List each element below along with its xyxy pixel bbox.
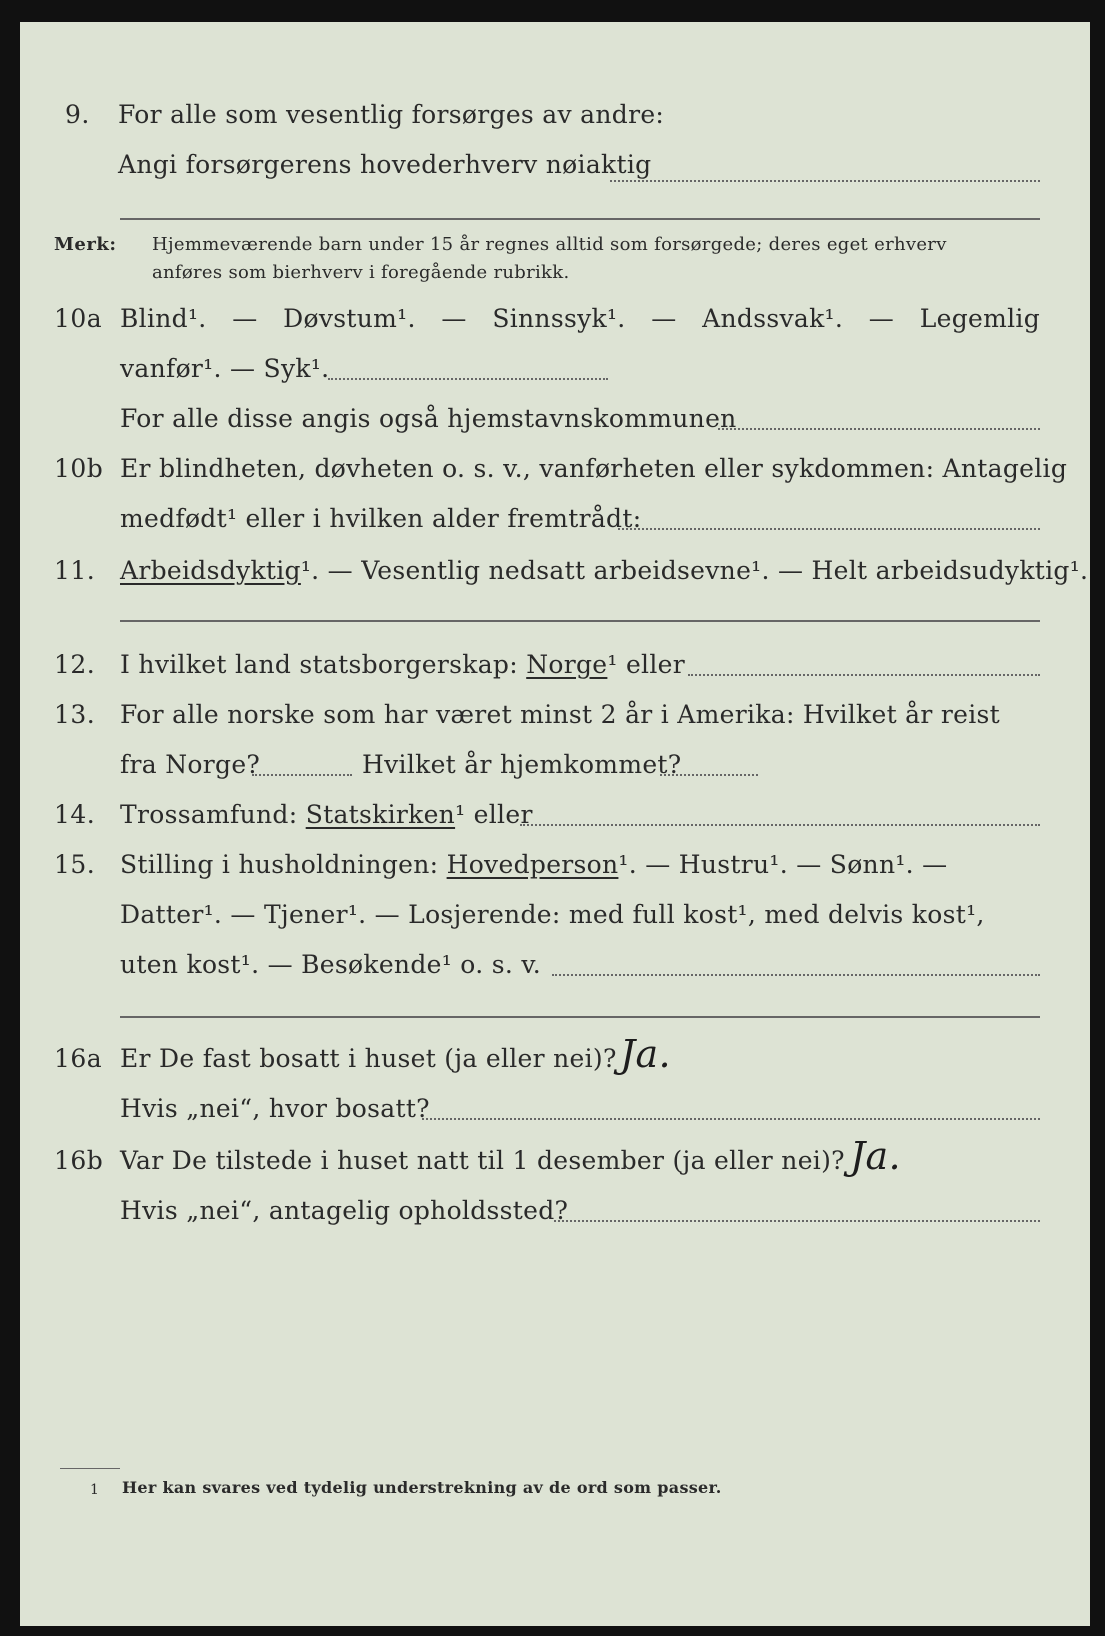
q15-extra-line[interactable] xyxy=(120,1016,1040,1018)
q10a-word: — xyxy=(868,304,895,333)
q10b-answer-line[interactable] xyxy=(618,528,1040,530)
q14-label: Trossamfund: xyxy=(120,800,298,829)
q15-rest: ¹. — Hustru¹. — Sønn¹. — xyxy=(618,850,948,879)
q10b-row xyxy=(20,454,1090,498)
q14-option-underlined[interactable]: Statskirken xyxy=(305,800,456,829)
q10a-row xyxy=(20,304,1090,348)
q12-label: I hvilket land statsborgerskap: xyxy=(120,650,518,679)
q13-line2b: Hvilket år hjemkommet? xyxy=(362,750,682,779)
q16b-line2: Hvis „nei“, antagelig opholdssted? xyxy=(120,1196,569,1225)
q12-option-underlined[interactable]: Norge xyxy=(526,650,608,679)
q14-number: 14. xyxy=(54,800,96,829)
merk-label: Merk: xyxy=(54,234,117,255)
q16a-line1: Er De fast bosatt i huset (ja eller nei)? xyxy=(120,1044,617,1073)
q10b-row2 xyxy=(20,504,1090,548)
q15-option-underlined[interactable]: Hovedperson xyxy=(446,850,619,879)
q9-row xyxy=(20,100,1090,144)
q10a-word: — xyxy=(441,304,467,333)
q16a-answer-line[interactable] xyxy=(422,1118,1040,1120)
q16a-handwritten-answer[interactable]: Ja. xyxy=(620,1032,671,1076)
q14-row xyxy=(20,800,1090,844)
q14-text xyxy=(120,800,533,829)
q13-line2a: fra Norge? xyxy=(120,750,261,779)
q15-number: 15. xyxy=(54,850,96,879)
footnote-mark: 1 xyxy=(90,1482,100,1498)
q11-option-underlined[interactable]: Arbeidsdyktig xyxy=(120,556,301,585)
q10a-word: Andssvak¹. xyxy=(702,304,844,333)
q15-line3: uten kost¹. — Besøkende¹ o. s. v. xyxy=(120,950,542,979)
q15-row3 xyxy=(20,950,1090,994)
q9-line1: For alle som vesentlig forsørges av andre: xyxy=(118,100,665,129)
q13-row2 xyxy=(20,750,1090,794)
q10a-line1 xyxy=(120,304,1040,333)
q12-number: 12. xyxy=(54,650,96,679)
q13-number: 13. xyxy=(54,700,96,729)
q11-number: 11. xyxy=(54,556,96,585)
q15-row2 xyxy=(20,900,1090,944)
q12-row xyxy=(20,650,1090,694)
q15-line1 xyxy=(120,850,947,879)
q10b-number: 10b xyxy=(54,454,104,483)
q12-answer-line[interactable] xyxy=(688,674,1040,676)
q16b-row2 xyxy=(20,1196,1090,1240)
q16b-line1: Var De tilstede i huset natt til 1 desember (ja eller nei)? xyxy=(120,1146,845,1175)
q12-text xyxy=(120,650,685,679)
q11-row xyxy=(20,556,1090,600)
q16b-handwritten-answer[interactable]: Ja. xyxy=(850,1134,901,1178)
q13-emigrated-year-line[interactable] xyxy=(252,774,352,776)
q10a-word: — xyxy=(232,304,258,333)
q10a-line2: vanfør¹. — Syk¹. xyxy=(120,354,330,383)
q10a-line3: For alle disse angis også hjemstavnskommunen xyxy=(120,404,737,433)
q9-line2: Angi forsørgerens hovederhverv nøiaktig xyxy=(118,150,652,179)
q13-line1: For alle norske som har været minst 2 år i Amerika: Hvilket år reist xyxy=(120,700,1001,729)
q16a-row xyxy=(20,1032,1090,1088)
q12-rest: ¹ eller xyxy=(607,650,685,679)
q10a-answer-line[interactable] xyxy=(328,378,608,380)
footnote-row xyxy=(20,1478,1090,1522)
q10a-word: Sinnssyk¹. xyxy=(492,304,626,333)
q14-rest: ¹ eller xyxy=(455,800,533,829)
q10a-row2 xyxy=(20,354,1090,398)
q9-extra-line[interactable] xyxy=(120,218,1040,220)
q10a-hometown-line[interactable] xyxy=(718,428,1040,430)
q10b-line2: medfødt¹ eller i hvilken alder fremtrådt: xyxy=(120,504,642,533)
q16a-row2 xyxy=(20,1094,1090,1138)
q14-answer-line[interactable] xyxy=(520,824,1040,826)
merk-line2: anføres som bierhverv i foregående rubrikk. xyxy=(152,262,570,283)
q16b-row xyxy=(20,1134,1090,1190)
q10a-word: Blind¹. xyxy=(120,304,207,333)
q15-label: Stilling i husholdningen: xyxy=(120,850,439,879)
q13-returned-year-line[interactable] xyxy=(660,774,758,776)
q11-text xyxy=(120,556,1088,585)
q11-rest: ¹. — Vesentlig nedsatt arbeidsevne¹. — Helt arbeidsudyktig¹. xyxy=(300,556,1089,585)
footnote-rule xyxy=(60,1468,120,1469)
merk-line1: Hjemmeværende barn under 15 år regnes alltid som forsørgede; deres eget erhverv xyxy=(152,234,947,255)
q15-answer-line[interactable] xyxy=(552,974,1040,976)
q16a-line2: Hvis „nei“, hvor bosatt? xyxy=(120,1094,430,1123)
q16a-number: 16a xyxy=(54,1044,103,1073)
q16b-number: 16b xyxy=(54,1146,104,1175)
q10a-word: — xyxy=(651,304,677,333)
q10b-line1: Er blindheten, døvheten o. s. v., vanførheten eller sykdommen: Antagelig xyxy=(120,454,1068,483)
q10a-word: Legemlig xyxy=(919,304,1040,333)
merk-row2 xyxy=(20,262,1090,306)
q13-row xyxy=(20,700,1090,744)
q9-row2 xyxy=(20,150,1090,194)
q10a-row3 xyxy=(20,404,1090,448)
q9-answer-line[interactable] xyxy=(610,180,1040,182)
q15-row xyxy=(20,850,1090,894)
q10a-word: Døvstum¹. xyxy=(283,304,416,333)
q9-number: 9. xyxy=(65,100,90,129)
q16b-answer-line[interactable] xyxy=(554,1220,1040,1222)
q11-extra-line[interactable] xyxy=(120,620,1040,622)
footnote-text: Her kan svares ved tydelig understrekning av de ord som passer. xyxy=(122,1478,722,1497)
census-form-page xyxy=(20,22,1090,1626)
q10a-number: 10a xyxy=(54,304,103,333)
q15-line2: Datter¹. — Tjener¹. — Losjerende: med full kost¹, med delvis kost¹, xyxy=(120,900,985,929)
